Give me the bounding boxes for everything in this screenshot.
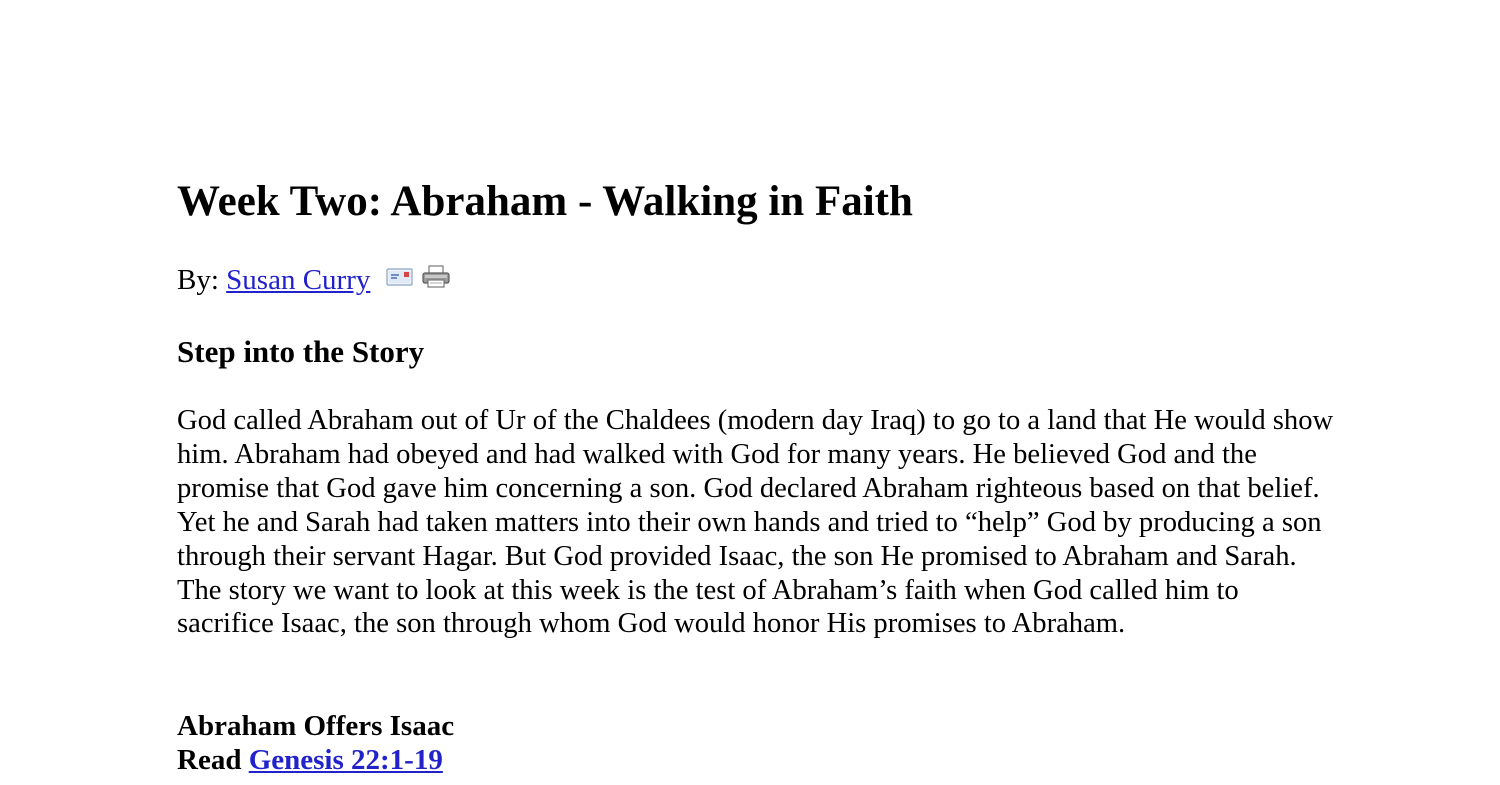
- byline-prefix: By:: [177, 264, 219, 296]
- page-title: Week Two: Abraham - Walking in Faith: [177, 178, 913, 225]
- subheading: Abraham Offers Isaac: [177, 710, 455, 742]
- share-icons: [386, 257, 451, 291]
- scripture-link[interactable]: Genesis 22:1-19: [248, 744, 443, 776]
- email-icon[interactable]: [386, 267, 414, 287]
- byline: [177, 263, 451, 299]
- read-line: [177, 743, 443, 777]
- print-icon[interactable]: [421, 265, 451, 289]
- author-link[interactable]: Susan Curry: [226, 264, 371, 296]
- story-paragraph: God called Abraham out of Ur of the Chaldees (modern day Iraq) to go to a land that He would show him. Abraham had obeyed and had walked with God for many years. He believed God and the promise that God gave him concerning a son. God declared Abraham righteous based on that belief. Yet he and Sarah had taken matters into their own hands and tried to “help” God by producing a son through their servant Hagar. But God provided Isaac, the son He promised to Abraham and Sarah. The story we want to look at this week is the test of Abraham’s faith when God called him to sacrifice Isaac, the son through whom God would honor His promises to Abraham.: [177, 405, 1334, 640]
- section-heading: Step into the Story: [177, 334, 425, 369]
- read-prefix: Read: [177, 744, 242, 776]
